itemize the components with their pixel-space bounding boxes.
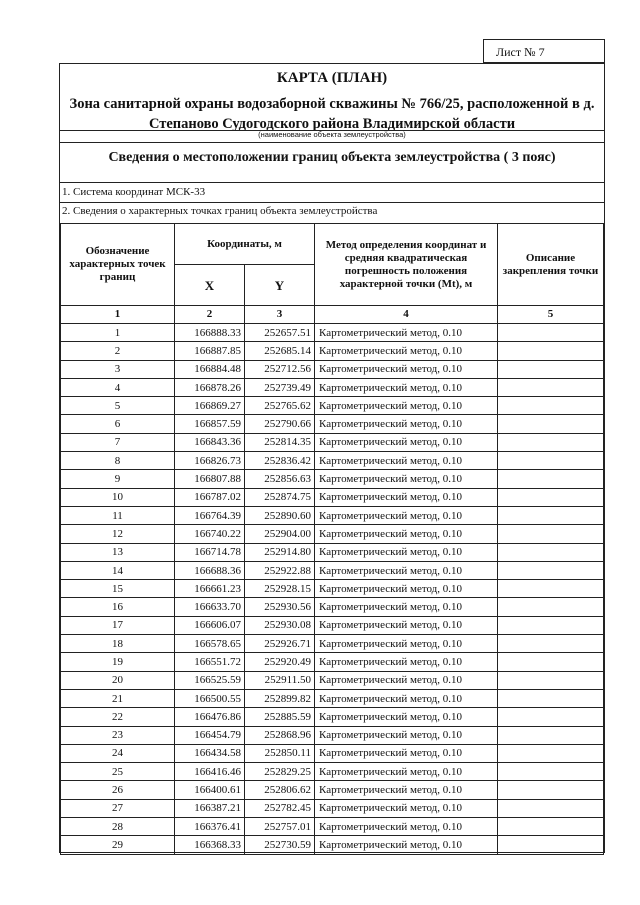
- method: Картометрический метод, 0.10: [315, 744, 498, 762]
- method: Картометрический метод, 0.10: [315, 488, 498, 506]
- point-number: 18: [61, 635, 175, 653]
- method: Картометрический метод, 0.10: [315, 799, 498, 817]
- coord-x: 166661.23: [175, 580, 245, 598]
- coord-x: 166400.61: [175, 781, 245, 799]
- col-number: 1: [61, 306, 175, 324]
- coord-y: 252790.66: [245, 415, 315, 433]
- method: Картометрический метод, 0.10: [315, 726, 498, 744]
- table-row: [61, 488, 604, 506]
- table-row: [61, 452, 604, 470]
- point-number: 27: [61, 799, 175, 817]
- coord-y: 252874.75: [245, 488, 315, 506]
- table-row: [61, 598, 604, 616]
- point-number: 25: [61, 763, 175, 781]
- table-row: [61, 616, 604, 634]
- section-title: Сведения о местоположении границ объекта землеустройства ( 3 пояс): [108, 150, 556, 165]
- coord-x: 166633.70: [175, 598, 245, 616]
- coord-x: 166807.88: [175, 470, 245, 488]
- point-number: 11: [61, 506, 175, 524]
- points-heading: 2. Сведения о характерных точках границ объекта землеустройства: [62, 205, 378, 217]
- sheet-number: Лист № 7: [483, 39, 605, 63]
- method: Картометрический метод, 0.10: [315, 580, 498, 598]
- method: Картометрический метод, 0.10: [315, 635, 498, 653]
- fixing-description: [498, 580, 604, 598]
- header-coords: Координаты, м: [175, 224, 315, 265]
- table-row: [61, 708, 604, 726]
- coord-y: 252782.45: [245, 799, 315, 817]
- method: Картометрический метод, 0.10: [315, 708, 498, 726]
- header-desc: Описание закрепления точки: [498, 224, 604, 306]
- method: Картометрический метод, 0.10: [315, 360, 498, 378]
- col-number: 5: [498, 306, 604, 324]
- point-number: 7: [61, 433, 175, 451]
- method: Картометрический метод, 0.10: [315, 378, 498, 396]
- coord-y: 252922.88: [245, 561, 315, 579]
- coord-x: 166434.58: [175, 744, 245, 762]
- point-number: 26: [61, 781, 175, 799]
- coord-y: 252712.56: [245, 360, 315, 378]
- coord-y: 252757.01: [245, 818, 315, 836]
- point-number: 23: [61, 726, 175, 744]
- fixing-description: [498, 488, 604, 506]
- fixing-description: [498, 818, 604, 836]
- point-number: 22: [61, 708, 175, 726]
- header-point: Обозначение характерных точек границ: [61, 224, 175, 306]
- fixing-description: [498, 378, 604, 396]
- coord-x: 166888.33: [175, 324, 245, 342]
- coord-x: 166368.33: [175, 836, 245, 854]
- method: Картометрический метод, 0.10: [315, 470, 498, 488]
- table-row: [61, 378, 604, 396]
- coord-y: 252814.35: [245, 433, 315, 451]
- coord-y: 252850.11: [245, 744, 315, 762]
- method: Картометрический метод, 0.10: [315, 561, 498, 579]
- table-row: [61, 415, 604, 433]
- coord-y: 252885.59: [245, 708, 315, 726]
- fixing-description: [498, 360, 604, 378]
- coord-y: 252685.14: [245, 342, 315, 360]
- coord-x: 166606.07: [175, 616, 245, 634]
- coord-y: 252930.08: [245, 616, 315, 634]
- method: Картометрический метод, 0.10: [315, 598, 498, 616]
- fixing-description: [498, 470, 604, 488]
- table-row: [61, 635, 604, 653]
- coordinate-system: 1. Система координат МСК-33: [62, 186, 206, 198]
- coord-y: 252920.49: [245, 653, 315, 671]
- coord-x: 166416.46: [175, 763, 245, 781]
- method: Картометрический метод, 0.10: [315, 397, 498, 415]
- point-number: 12: [61, 525, 175, 543]
- point-number: 5: [61, 397, 175, 415]
- coord-x: 166578.65: [175, 635, 245, 653]
- fixing-description: [498, 415, 604, 433]
- table-row: [61, 543, 604, 561]
- coord-y: 252657.51: [245, 324, 315, 342]
- fixing-description: [498, 763, 604, 781]
- table-row: [61, 689, 604, 707]
- coord-x: 166476.86: [175, 708, 245, 726]
- table-row: [61, 525, 604, 543]
- coord-y: 252856.63: [245, 470, 315, 488]
- coordinates-table: [60, 223, 604, 855]
- fixing-description: [498, 324, 604, 342]
- method: Картометрический метод, 0.10: [315, 525, 498, 543]
- table-row: [61, 799, 604, 817]
- table-row: [61, 506, 604, 524]
- coord-x: 166843.36: [175, 433, 245, 451]
- method: Картометрический метод, 0.10: [315, 543, 498, 561]
- method: Картометрический метод, 0.10: [315, 342, 498, 360]
- method: Картометрический метод, 0.10: [315, 452, 498, 470]
- table-row: [61, 744, 604, 762]
- table-row: [61, 653, 604, 671]
- fixing-description: [498, 561, 604, 579]
- point-number: 17: [61, 616, 175, 634]
- coord-y: 252930.56: [245, 598, 315, 616]
- coord-x: 166878.26: [175, 378, 245, 396]
- coord-x: 166525.59: [175, 671, 245, 689]
- fixing-description: [498, 433, 604, 451]
- table-row: [61, 671, 604, 689]
- coord-x: 166387.21: [175, 799, 245, 817]
- point-number: 28: [61, 818, 175, 836]
- object-caption: (наименование объекта землеустройства): [258, 130, 406, 139]
- fixing-description: [498, 543, 604, 561]
- coord-y: 252836.42: [245, 452, 315, 470]
- point-number: 3: [61, 360, 175, 378]
- col-number: 2: [175, 306, 245, 324]
- point-number: 19: [61, 653, 175, 671]
- method: Картометрический метод, 0.10: [315, 763, 498, 781]
- point-number: 10: [61, 488, 175, 506]
- coord-x: 166740.22: [175, 525, 245, 543]
- point-number: 20: [61, 671, 175, 689]
- table-row: [61, 470, 604, 488]
- fixing-description: [498, 525, 604, 543]
- fixing-description: [498, 836, 604, 854]
- zone-title: Зона санитарной охраны водозаборной скважины № 766/25, расположенной в д. Степаново Судогодского района Владимирской области: [69, 96, 595, 132]
- method: Картометрический метод, 0.10: [315, 616, 498, 634]
- method: Картометрический метод, 0.10: [315, 653, 498, 671]
- coord-x: 166857.59: [175, 415, 245, 433]
- point-number: 16: [61, 598, 175, 616]
- coord-y: 252911.50: [245, 671, 315, 689]
- coord-x: 166787.02: [175, 488, 245, 506]
- method: Картометрический метод, 0.10: [315, 324, 498, 342]
- coord-x: 166688.36: [175, 561, 245, 579]
- document-frame: [59, 63, 605, 853]
- method: Картометрический метод, 0.10: [315, 506, 498, 524]
- fixing-description: [498, 598, 604, 616]
- table-row: [61, 726, 604, 744]
- coord-y: 252730.59: [245, 836, 315, 854]
- fixing-description: [498, 799, 604, 817]
- coord-y: 252739.49: [245, 378, 315, 396]
- col-number: 3: [245, 306, 315, 324]
- coord-x: 166551.72: [175, 653, 245, 671]
- point-number: 6: [61, 415, 175, 433]
- point-number: 2: [61, 342, 175, 360]
- method: Картометрический метод, 0.10: [315, 671, 498, 689]
- coord-y: 252926.71: [245, 635, 315, 653]
- fixing-description: [498, 635, 604, 653]
- table-row: [61, 580, 604, 598]
- method: Картометрический метод, 0.10: [315, 415, 498, 433]
- coord-y: 252928.15: [245, 580, 315, 598]
- method: Картометрический метод, 0.10: [315, 433, 498, 451]
- point-number: 29: [61, 836, 175, 854]
- header-x: X: [175, 265, 245, 306]
- coord-y: 252806.62: [245, 781, 315, 799]
- coord-y: 252914.80: [245, 543, 315, 561]
- point-number: 24: [61, 744, 175, 762]
- table-body: [61, 324, 604, 855]
- fixing-description: [498, 506, 604, 524]
- fixing-description: [498, 452, 604, 470]
- point-number: 8: [61, 452, 175, 470]
- coord-x: 166869.27: [175, 397, 245, 415]
- coord-y: 252904.00: [245, 525, 315, 543]
- fixing-description: [498, 671, 604, 689]
- table-row: [61, 433, 604, 451]
- coord-x: 166376.41: [175, 818, 245, 836]
- point-number: 4: [61, 378, 175, 396]
- table-row: [61, 836, 604, 854]
- point-number: 15: [61, 580, 175, 598]
- fixing-description: [498, 397, 604, 415]
- coord-x: 166887.85: [175, 342, 245, 360]
- map-title: КАРТА (ПЛАН): [276, 70, 388, 86]
- coord-x: 166454.79: [175, 726, 245, 744]
- point-number: 9: [61, 470, 175, 488]
- fixing-description: [498, 708, 604, 726]
- table-row: [61, 342, 604, 360]
- point-number: 21: [61, 689, 175, 707]
- method: Картометрический метод, 0.10: [315, 689, 498, 707]
- method: Картометрический метод, 0.10: [315, 836, 498, 854]
- fixing-description: [498, 342, 604, 360]
- header-method: Метод определения координат и средняя квадратическая погрешность положения характерной точки (Mt), м: [315, 224, 498, 306]
- point-number: 1: [61, 324, 175, 342]
- fixing-description: [498, 726, 604, 744]
- table-row: [61, 763, 604, 781]
- coord-y: 252890.60: [245, 506, 315, 524]
- header-y: Y: [245, 265, 315, 306]
- point-number: 13: [61, 543, 175, 561]
- coord-y: 252829.25: [245, 763, 315, 781]
- fixing-description: [498, 616, 604, 634]
- divider: [60, 142, 604, 143]
- point-number: 14: [61, 561, 175, 579]
- coord-y: 252868.96: [245, 726, 315, 744]
- col-number: 4: [315, 306, 498, 324]
- fixing-description: [498, 744, 604, 762]
- table-row: [61, 360, 604, 378]
- fixing-description: [498, 689, 604, 707]
- table-row: [61, 781, 604, 799]
- table-row: [61, 324, 604, 342]
- coord-x: 166500.55: [175, 689, 245, 707]
- table-row: [61, 818, 604, 836]
- table-row: [61, 561, 604, 579]
- divider: [60, 202, 604, 203]
- table-row: [61, 397, 604, 415]
- coord-x: 166764.39: [175, 506, 245, 524]
- coord-x: 166826.73: [175, 452, 245, 470]
- method: Картометрический метод, 0.10: [315, 818, 498, 836]
- fixing-description: [498, 653, 604, 671]
- coord-x: 166714.78: [175, 543, 245, 561]
- fixing-description: [498, 781, 604, 799]
- coord-y: 252899.82: [245, 689, 315, 707]
- coord-x: 166884.48: [175, 360, 245, 378]
- method: Картометрический метод, 0.10: [315, 781, 498, 799]
- coord-y: 252765.62: [245, 397, 315, 415]
- divider: [60, 182, 604, 183]
